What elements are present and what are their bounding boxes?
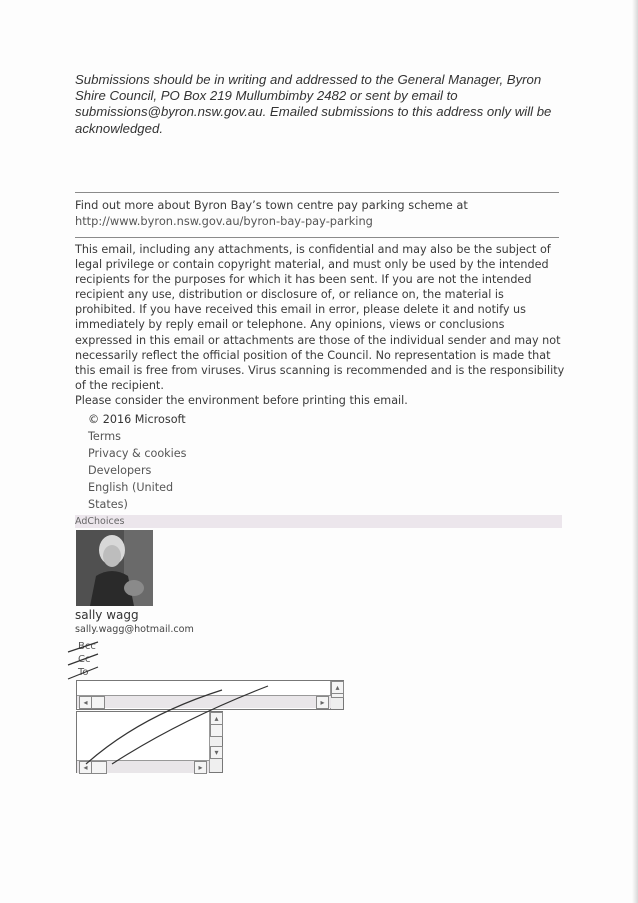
sender-email[interactable]: sally.wagg@hotmail.com [75,624,194,635]
sender-name: sally wagg [75,608,139,622]
to-label: To [78,667,89,678]
parking-info-text: Find out more about Byron Bay’s town centre pay parking scheme at [75,198,468,212]
adchoices-link[interactable]: AdChoices [75,516,125,527]
parking-info [75,197,565,229]
divider-middle [75,237,559,238]
handwritten-diagonal-strokes [80,684,280,770]
footer-link-developers[interactable]: Developers [88,464,152,477]
environment-note: Please consider the environment before printing this email. [75,393,408,407]
scan-shadow-edge [632,0,638,903]
copyright-text: © 2016 Microsoft [88,413,186,426]
handwritten-strikeout-marks [64,636,104,684]
sender-avatar [76,530,153,606]
scroll-left-icon[interactable]: ◂ [79,761,92,774]
disclaimer-body: This email, including any attachments, is confidential and may also be the subject of legal privilege or contain copyright material, and must only be used by the intended recipients for the purposes for which it has been sent. If you are not the intended recipient any use, distribution or disclosure of, or reliance on, the material is prohibited. If you have received this email in error, please delete it and notify us immediately by reply email or telephone. Any opinions, views or conclusions expressed in this email or attachments are those of the individual sender and may not necessarily reflect the official position of the Council. No representation is made that this email is free from viruses. Virus scanning is recommended and is the responsibility of the recipient. [75,243,565,392]
scroll-up-icon[interactable]: ▴ [210,712,223,725]
scroll-right-icon[interactable]: ▸ [316,696,329,709]
parking-info-link[interactable]: http://www.byron.nsw.gov.au/byron-bay-pay-parking [75,214,373,228]
footer-link-terms[interactable]: Terms [88,430,121,443]
scroll-down-icon[interactable] [331,693,344,698]
ad-bar [75,515,562,528]
scroll-left-icon[interactable]: ◂ [79,696,92,709]
scroll-up-icon[interactable]: ▴ [331,681,344,694]
bcc-vertical-scrollbar[interactable] [330,681,343,709]
bcc-label: Bcc [78,641,96,652]
footer-link-privacy[interactable]: Privacy & cookies [88,447,187,460]
cc-label: Cc [78,654,91,665]
submission-notice: Submissions should be in writing and addressed to the General Manager, Byron Shire Council, PO Box 219 Mullumbimby 2482 or sent by email to submissions@byron.nsw.gov.au. Emailed submissions to this address only will be acknowledged. [75,72,552,136]
divider-top [75,192,559,193]
portrait-photo-icon [76,530,153,606]
outlook-footer [88,411,208,513]
email-disclaimer [75,242,565,408]
scroll-right-icon[interactable]: ▸ [194,761,207,774]
scroll-down-icon[interactable]: ▾ [210,746,223,759]
footer-link-language[interactable]: English (United States) [88,481,174,511]
